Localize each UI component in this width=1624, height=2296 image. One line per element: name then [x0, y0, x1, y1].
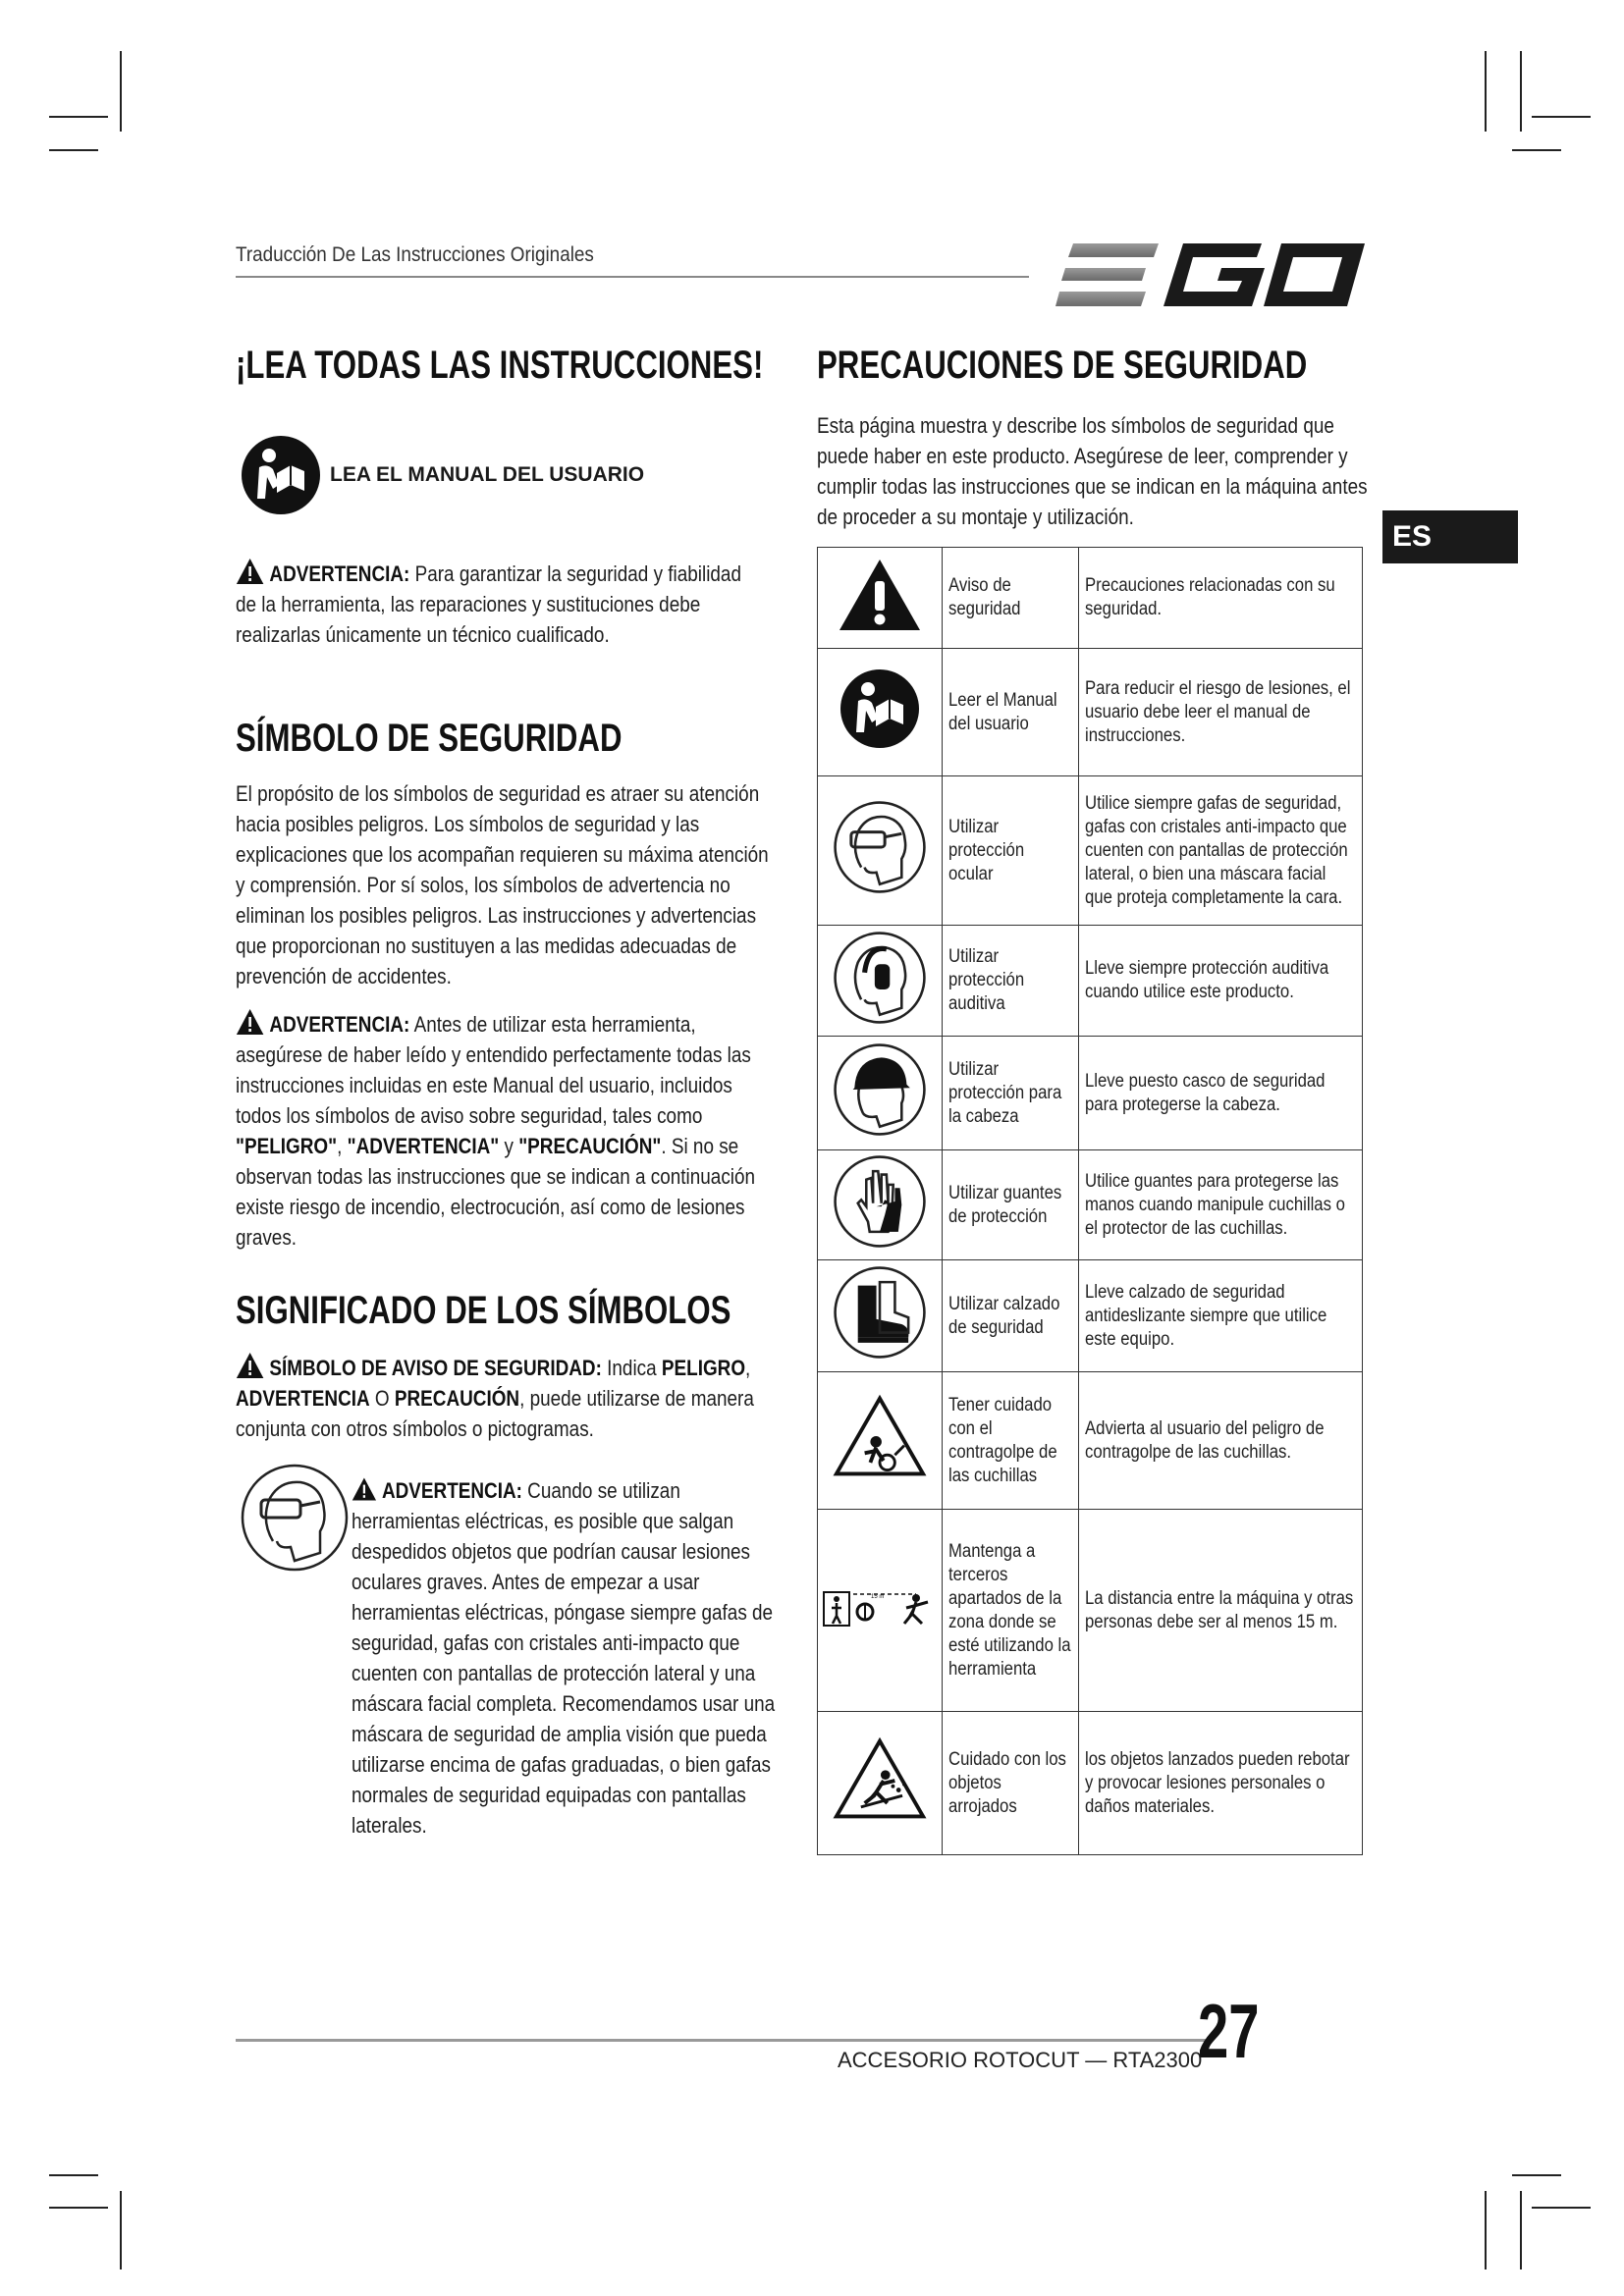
distance-label: 15 m	[871, 1594, 885, 1600]
safety-alert-symbol-text: SÍMBOLO DE AVISO DE SEGURIDAD: Indica PELIGRO, ADVERTENCIA O PRECAUCIÓN, puede utilizarse de manera conjunta con otros símbolos o pictogramas.	[236, 1352, 781, 1444]
crop-mark	[49, 116, 108, 118]
head-protection-icon	[833, 1042, 927, 1137]
symbol-description: Lleve puesto casco de seguridad para protegerse la cabeza.	[1079, 1037, 1363, 1150]
warning-eye-protection: ADVERTENCIA: Cuando se utilizan herramientas eléctricas, es posible que salgan despedidos objetos que podrían causar lesiones oculares graves. Antes de empezar a usar herramientas eléctricas, póngase siempre gafas de seguridad, gafas con cristales anti-impacto que cuenten con pantallas de protección lateral y una máscara facial completa. Recomendamos usar una máscara de seguridad de amplia visión que pueda utilizarse encima de gafas graduadas, o bien gafas normales de seguridad equipadas con pantallas laterales.	[352, 1478, 776, 1838]
warning-text: Para garantizar la seguridad y fiabilidad de la herramienta, las reparaciones y sustituciones debe realizarlas únicamente un técnico cualificado.	[236, 561, 741, 647]
crop-mark	[1485, 51, 1487, 132]
table-row	[818, 1372, 1363, 1510]
symbol-description: La distancia entre la máquina y otras personas debe ser al menos 15 m.	[1079, 1510, 1363, 1712]
safety-precautions-intro: Esta página muestra y describe los símbolos de seguridad que puede haber en este producto. Asegúrese de leer, comprender y cumplir todas las instrucciones que se indican en la máquina antes de proceder a su montaje y utilización.	[817, 413, 1368, 529]
safety-boots-icon	[833, 1265, 927, 1360]
crop-mark	[120, 2191, 122, 2269]
symbol-description: Para reducir el riesgo de lesiones, el usuario debe leer el manual de instrucciones.	[1079, 649, 1363, 776]
keep-bystanders-away-icon	[822, 1582, 938, 1631]
table-row	[818, 1150, 1363, 1260]
symbol-name: Utilizar protección auditiva	[943, 926, 1079, 1037]
crop-mark	[1520, 2191, 1522, 2269]
warning-label: ADVERTENCIA:	[269, 1012, 410, 1037]
header-divider	[236, 276, 1029, 278]
symbol-name: Utilizar calzado de seguridad	[943, 1260, 1079, 1372]
eye-protection-icon	[240, 1463, 350, 1573]
crop-mark	[1512, 2174, 1561, 2176]
symbol-description: Advierta al usuario del peligro de contragolpe de las cuchillas.	[1079, 1372, 1363, 1510]
warning-label: ADVERTENCIA:	[269, 561, 410, 586]
section-title-read-instructions: ¡LEA TODAS LAS INSTRUCCIONES!	[236, 344, 764, 387]
symbol-name: Aviso de seguridad	[943, 548, 1079, 649]
blade-thrust-icon	[833, 1393, 927, 1481]
crop-mark	[1485, 2191, 1487, 2269]
warning-read-all: ADVERTENCIA: Antes de utilizar esta herramienta, asegúrese de haber leído y entendido perfectamente todas las instrucciones incluidas en este Manual del usuario, incluidos todos los símbolos de aviso sobre seguridad, tales como "PELIGRO", "ADVERTENCIA" y "PRECAUCIÓN". Si no se observan todas las instrucciones que se indican a continuación existe riesgo de incendio, electrocución, así como de lesiones graves.	[236, 1008, 771, 1253]
symbol-description: Lleve siempre protección auditiva cuando utilice este producto.	[1079, 926, 1363, 1037]
warning-triangle-icon	[236, 1352, 264, 1379]
table-row	[818, 776, 1363, 926]
warning-triangle-icon	[236, 558, 264, 585]
safety-symbols-table	[817, 547, 1363, 1855]
language-tab: ES	[1382, 510, 1518, 563]
table-row	[818, 649, 1363, 776]
section-title-safety-symbol: SÍMBOLO DE SEGURIDAD	[236, 717, 623, 760]
symbol-name: Leer el Manual del usuario	[943, 649, 1079, 776]
section-title-safety-precautions: PRECAUCIONES DE SEGURIDAD	[817, 344, 1308, 387]
symbol-description: los objetos lanzados pueden rebotar y provocar lesiones personales o daños materiales.	[1079, 1712, 1363, 1855]
ear-protection-icon	[833, 931, 927, 1025]
symbol-name: Cuidado con los objetos arrojados	[943, 1712, 1079, 1855]
footer-divider	[236, 2039, 1208, 2042]
warning-repairs	[236, 558, 766, 650]
crop-mark	[1532, 2207, 1591, 2209]
document-header: Traducción De Las Instrucciones Originales	[236, 243, 594, 266]
crop-mark	[49, 149, 98, 151]
read-manual-icon	[240, 434, 322, 516]
ego-logo	[1056, 236, 1365, 319]
symbol-description: Utilice guantes para protegerse las manos cuando manipule cuchillas o el protector de las cuchillas.	[1079, 1150, 1363, 1260]
table-row	[818, 1260, 1363, 1372]
warning-triangle-icon	[236, 1008, 264, 1036]
thrown-objects-icon	[833, 1735, 927, 1824]
table-row	[818, 548, 1363, 649]
safety-symbol-text: El propósito de los símbolos de seguridad es atraer su atención hacia posibles peligros. Los símbolos de seguridad y las explicaciones que los acompañan requieren su máxima atención y comprensión. Por sí solos, los símbolos de advertencia no eliminan los posibles peligros. Las instrucciones y advertencias que proporcionan no sustituyen a las medidas adecuadas de prevención de accidentes.	[236, 781, 769, 988]
warning-triangle-icon	[352, 1476, 377, 1502]
crop-mark	[1520, 51, 1522, 132]
gloves-icon	[833, 1154, 927, 1249]
crop-mark	[1512, 149, 1561, 151]
symbol-name: Utilizar protección ocular	[943, 776, 1079, 926]
table-row	[818, 926, 1363, 1037]
symbol-name: Utilizar protección para la cabeza	[943, 1037, 1079, 1150]
eye-protection-icon	[833, 800, 927, 894]
crop-mark	[49, 2174, 98, 2176]
symbol-description: Precauciones relacionadas con su seguridad.	[1079, 548, 1363, 649]
read-manual-label: LEA EL MANUAL DEL USUARIO	[330, 463, 645, 486]
page-number: 27	[1198, 1988, 1260, 2074]
read-manual-icon	[839, 667, 921, 750]
footer-product: ACCESORIO ROTOCUT — RTA2300	[838, 2048, 1203, 2072]
symbol-description: Utilice siempre gafas de seguridad, gafas con cristales anti-impacto que cuenten con pantallas de protección lateral, o bien una máscara facial que proteja completamente la cara.	[1079, 776, 1363, 926]
section-title-symbol-meaning: SIGNIFICADO DE LOS SÍMBOLOS	[236, 1289, 731, 1332]
table-row	[818, 1712, 1363, 1855]
crop-mark	[49, 2207, 108, 2209]
safety-alert-icon	[836, 556, 924, 634]
table-row	[818, 1037, 1363, 1150]
crop-mark	[1532, 116, 1591, 118]
symbol-name: Mantenga a terceros apartados de la zona donde se esté utilizando la herramienta	[943, 1510, 1079, 1712]
symbol-name: Utilizar guantes de protección	[943, 1150, 1079, 1260]
symbol-name: Tener cuidado con el contragolpe de las cuchillas	[943, 1372, 1079, 1510]
table-row	[818, 1510, 1363, 1712]
symbol-description: Lleve calzado de seguridad antideslizante siempre que utilice este equipo.	[1079, 1260, 1363, 1372]
crop-mark	[120, 51, 122, 132]
